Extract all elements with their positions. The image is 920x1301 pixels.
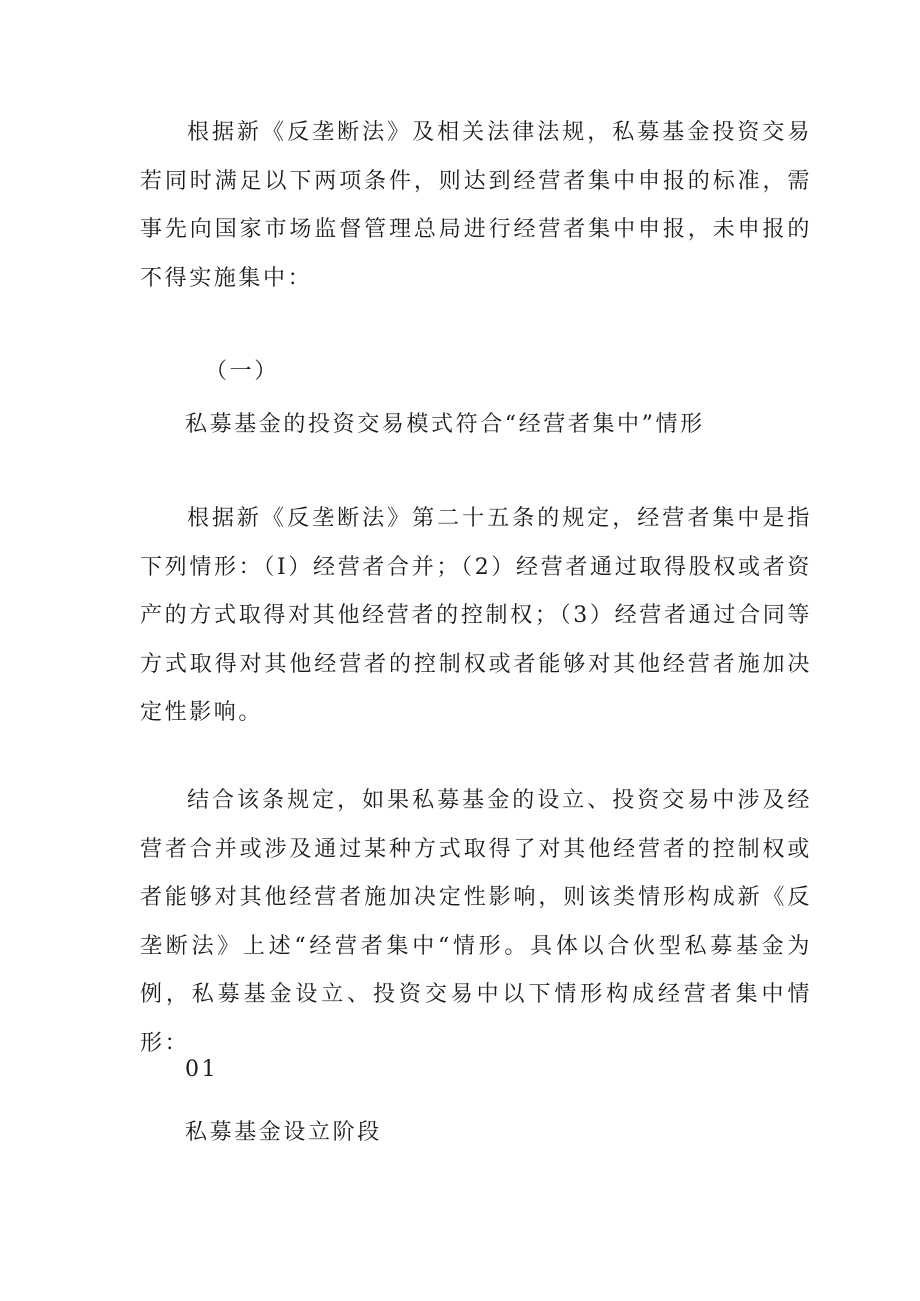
section-number: （一）: [205, 359, 279, 384]
paragraph-filing-conditions: 根据新《反垄断法》及相关法律法规，私募基金投资交易若同时满足以下两项条件，则达到经营者集中申报的标准，需事先向国家市场监督管理总局进行经营者集中申报，未申报的不得实施集中：: [140, 120, 812, 291]
subsection-number: 01: [185, 1057, 219, 1082]
paragraph-article-25: 根据新《反垄断法》第二十五条的规定，经营者集中是指下列情形：（I）经营者合并；（2）经营者通过取得股权或者资产的方式取得对其他经营者的控制权；（3）经营者通过合同等方式取得对其他经营者的控制权或者能够对其他经营者施加决定性影响。: [140, 506, 812, 725]
section-title: 私募基金的投资交易模式符合“经营者集中”情形: [185, 412, 705, 437]
paragraph-application: 结合该条规定，如果私募基金的设立、投资交易中涉及经营者合并或涉及通过某种方式取得了对其他经营者的控制权或者能够对其他经营者施加决定性影响，则该类情形构成新《反垄断法》上述“经营者集中“情形。具体以合伙型私募基金为例，私募基金设立、投资交易中以下情形构成经营者集中情形：: [140, 788, 812, 1056]
subsection-title: 私募基金设立阶段: [185, 1120, 382, 1145]
